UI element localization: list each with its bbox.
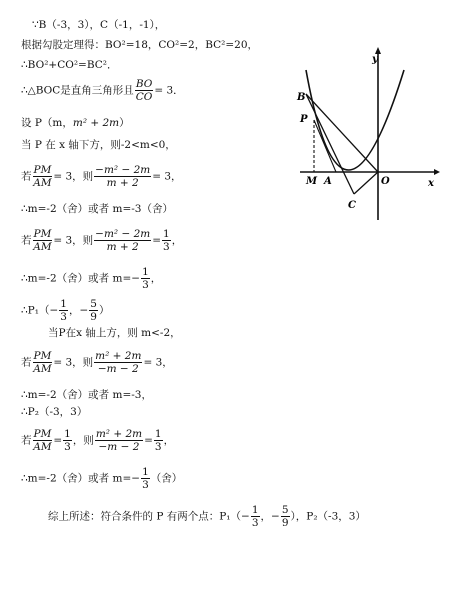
fraction-pm-am xyxy=(33,428,53,453)
denominator: 3 xyxy=(154,441,162,454)
denominator: 3 xyxy=(142,279,149,292)
numerator: PM xyxy=(33,164,52,176)
text: 设 P（m， xyxy=(21,117,73,129)
x-axis-arrow-icon xyxy=(434,169,440,175)
line-p1 xyxy=(21,298,109,323)
text: 若 xyxy=(21,434,32,447)
label-p: P xyxy=(300,114,308,125)
label-x: x xyxy=(428,178,434,189)
text: ∴△BOC是直角三角形且 xyxy=(21,84,134,97)
denominator: AM xyxy=(33,441,52,454)
fraction-expr xyxy=(94,228,151,253)
text: = xyxy=(152,234,162,247)
fraction-pm-am xyxy=(33,350,53,375)
fraction-five-ninths xyxy=(89,298,98,323)
text: 若 xyxy=(21,356,32,369)
line-given-points: ∵B（-3，3），C（-1，-1）， xyxy=(32,19,166,31)
fraction-expr xyxy=(94,164,151,189)
numerator: BO xyxy=(135,78,153,90)
fraction-pm-am xyxy=(33,164,53,189)
denominator: −m − 2 xyxy=(98,441,140,454)
line-p2: ∴P₂（-3，3） xyxy=(21,406,88,418)
label-m: M xyxy=(306,176,318,187)
line-case4-result xyxy=(21,466,182,491)
text: ） xyxy=(119,117,130,129)
fraction-five-ninths xyxy=(281,504,290,529)
fraction-pm-am xyxy=(33,228,53,253)
label-b: B xyxy=(297,92,306,103)
numerator: 1 xyxy=(142,466,149,478)
line-case4-eq xyxy=(21,428,174,453)
numerator: −m² − 2m xyxy=(95,164,151,176)
text: = 3，则 xyxy=(53,234,94,247)
text: 若 xyxy=(21,170,32,183)
text: ∴m=-2（舍）或者 m=− xyxy=(21,272,141,285)
fraction-one-third xyxy=(251,504,260,529)
denominator: AM xyxy=(33,363,52,376)
label-o: O xyxy=(381,176,390,187)
numerator: PM xyxy=(33,428,52,440)
denominator: 3 xyxy=(251,517,259,530)
numerator: 1 xyxy=(163,228,170,240)
fraction-bo-co xyxy=(135,78,154,103)
line-conclusion xyxy=(48,504,366,529)
denominator: 3 xyxy=(142,479,149,492)
numerator: 1 xyxy=(251,504,259,516)
line-case-above-x: 当P在x 轴上方，则 m<-2， xyxy=(48,327,181,339)
fraction-one-third xyxy=(59,298,68,323)
denominator: 9 xyxy=(281,517,289,530)
parabola-curve xyxy=(306,70,404,170)
text: ，− xyxy=(260,510,280,523)
denominator: AM xyxy=(33,177,52,190)
numerator: 1 xyxy=(142,266,149,278)
fraction-one-third xyxy=(141,466,150,491)
denominator: 3 xyxy=(163,241,170,254)
fraction-expr xyxy=(94,350,142,375)
line-case1-eq xyxy=(21,164,182,189)
fraction-expr xyxy=(95,428,143,453)
numerator: 1 xyxy=(64,428,71,440)
text: ∴m=-2（舍）或者 m=− xyxy=(21,472,141,485)
segment-bo xyxy=(306,94,378,172)
line-case-below-x: 当 P 在 x 轴下方，则-2<m<0， xyxy=(21,139,176,151)
text: ， xyxy=(150,272,162,285)
label-a: A xyxy=(324,176,332,187)
text: 若 xyxy=(21,234,32,247)
line-pythagoras: 根据勾股定理得：BO²=18，CO²=2，BC²=20， xyxy=(21,39,259,51)
label-c: C xyxy=(348,200,356,211)
line-case3-eq xyxy=(21,350,173,375)
text: = 3， xyxy=(152,170,182,183)
line-case1-result: ∴m=-2（舍）或者 m=-3（舍） xyxy=(21,203,173,215)
denominator: −m − 2 xyxy=(97,363,139,376)
text: ， xyxy=(163,434,175,447)
numerator: 1 xyxy=(154,428,162,440)
text: = 3． xyxy=(154,84,184,97)
expression: m² + 2m xyxy=(72,117,120,129)
line-case2-eq xyxy=(21,228,182,253)
numerator: 5 xyxy=(281,504,289,516)
denominator: 3 xyxy=(60,311,67,324)
text: （舍） xyxy=(150,472,183,485)
numerator: PM xyxy=(33,350,52,362)
text: = 3， xyxy=(143,356,173,369)
segment-pa xyxy=(314,120,336,172)
segment-co xyxy=(354,172,378,194)
denominator: AM xyxy=(33,241,52,254)
line-set-p xyxy=(21,118,130,129)
numerator: 5 xyxy=(90,298,97,310)
text: ） xyxy=(98,304,110,317)
line-sum-squares: ∴BO²+CO²=BC²． xyxy=(21,59,118,71)
numerator: m² + 2m xyxy=(95,428,143,440)
text: = xyxy=(144,434,153,447)
text: ，− xyxy=(68,304,89,317)
text: ， xyxy=(171,234,183,247)
numerator: 1 xyxy=(60,298,67,310)
line-case3-result: ∴m=-2（舍）或者 m=-3， xyxy=(21,389,152,401)
text: = 3，则 xyxy=(53,170,94,183)
denominator: CO xyxy=(135,91,153,104)
fraction-one-third xyxy=(63,428,72,453)
text: ），P₂（-3，3） xyxy=(290,510,366,523)
line-case2-result xyxy=(21,266,161,291)
text: = xyxy=(53,434,63,447)
parabola-graph xyxy=(296,40,444,222)
denominator: m + 2 xyxy=(106,177,139,190)
numerator: −m² − 2m xyxy=(95,228,151,240)
text: ，则 xyxy=(72,434,94,447)
numerator: PM xyxy=(33,228,52,240)
line-right-triangle xyxy=(21,78,184,103)
label-y: y xyxy=(372,54,378,65)
text: 综上所述：符合条件的 P 有两个点：P₁（− xyxy=(48,510,250,523)
fraction-one-third xyxy=(162,228,171,253)
fraction-one-third xyxy=(141,266,150,291)
numerator: m² + 2m xyxy=(95,350,142,362)
y-axis-arrow-icon xyxy=(375,47,381,54)
fraction-one-third xyxy=(154,428,163,453)
text: ∴P₁（− xyxy=(21,304,59,317)
denominator: m + 2 xyxy=(106,241,139,254)
denominator: 9 xyxy=(90,311,97,324)
denominator: 3 xyxy=(64,441,71,454)
text: = 3，则 xyxy=(53,356,94,369)
